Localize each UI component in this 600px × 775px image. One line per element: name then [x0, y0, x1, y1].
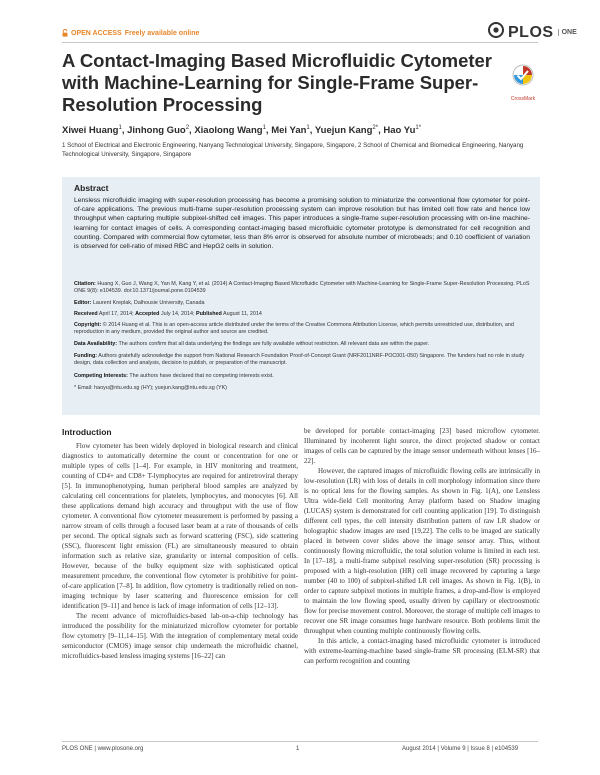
plos-wordmark: PLOS — [508, 23, 554, 41]
paragraph: In this article, a contact-imaging based microfluidic cytometer is introduced with extreme-learning-machine based single-frame SR processing (ELM-SR) that can perform recognition and counting — [304, 637, 540, 665]
introduction-heading: Introduction — [62, 427, 112, 437]
left-column — [62, 441, 298, 661]
article-title: A Contact-Imaging Based Microfluidic Cytometer with Machine-Learning for Single-Frame Super-Resolution Processing — [62, 50, 493, 115]
copyright: Copyright: © 2014 Huang et al. This is an open-access article distributed under the terms of the Creative Commons Attribution License, which permits unrestricted use, distribution, and reproduction in any medium, provided the original author and source are credited. — [74, 322, 514, 336]
header-divider — [62, 42, 538, 43]
paragraph: However, the captured images of microfluidic flowing cells are intrinsically in low-resolution (LR) with loss of details in cell morphology information since there is no optical lens for the flowing samples. As shown in Fig. 1(A), one Lensless Ultra wide-field Cell monitoring Array platform based on Shadow imaging (LUCAS) system is demonstrated for cell counting application [19]. To distinguish different cell types, the cell intensity distribution pattern of raw LR shadow or holographic shadow images are used [19,22]. The cells to be imaged are statically placed in between cover slides above the image sensor array. Thus, without continuously flowing microfluidic, the total solution volume is limited in each test. In [17–18], a multi-frame subpixel resolving super-resolution (SR) processing is proposed with a high-resolution (HR) cell image recovered by capturing a large number (40 to 100) of subpixel-shifted LR cell images. As shown in Fig. 1(B), in order to capture subpixel motions in multiple frames, a drop-and-flow is employed to maintain the low flowing speed, usually driven by capillary or electroosmotic flow for precise movement control. Moreover, the storage of multiple cell images to recover one SR image consumes huge hardware resource. Both problems limit the throughput when counting multiple continuously flowing cells. — [304, 467, 540, 635]
footer-divider — [62, 741, 538, 742]
abstract-text: Lensless microfluidic imaging with super-resolution processing has become a promising solution to miniaturize the conventional flow cytometer for point-of-care applications. The previous multi-frame super-resolution processing system can improve resolution but has limited cell flow rate and hence low throughput when capturing multiple subpixel-shifted cell images. This paper introduces a single-frame super-resolution processing with on-line machine-learning for contact images of cells. A corresponding contact-imaging based microfluidic cytometer prototype is demonstrated for cell recognition and counting. Compared with commercial flow cytometer, less than 8% error is observed for absolute number of microbeads; and 0.10 coefficient of variation is observed for cell-ratio of mixed RBC and HepG2 cells in solution. — [74, 197, 530, 251]
plos-one-logo — [488, 22, 577, 43]
editor: Editor: Laurent Kreplak, Dalhousie University, Canada — [74, 300, 205, 306]
abstract-box — [62, 177, 540, 415]
data-availability: Data Availability: The authors confirm that all data underlying the findings are fully available without restriction. All relevant data are within the paper. — [74, 341, 430, 347]
footer-journal: PLOS ONE | www.plosone.org — [62, 746, 144, 752]
paragraph: The recent advance of microfluidics-based lab-on-a-chip technology has introduced the possibility for the miniaturized microflow cytometer for portable flow cytometry [9–11,14–15]. With the integration of complementary metal oxide semiconductor (CMOS) image sensor chip underneath the microfluidic channel, microfluidics-based lensless imaging systems [16–22] can — [62, 612, 298, 660]
author[interactable]: Hao $Yu^{1*}$ — [383, 125, 422, 137]
dates: Received April 17, 2014; Accepted July 14, 2014; Published August 11, 2014 — [74, 311, 262, 317]
author[interactable]: Yuejun Kang$^{2*}$ — [314, 125, 379, 137]
footer-url[interactable]: www.plosone.org — [97, 746, 144, 752]
crossmark-label: CrossMark — [510, 96, 536, 102]
page-number: 1 — [296, 746, 300, 752]
author[interactable]: Xiaolong Wang$^1$ — [194, 125, 266, 137]
competing-interests: Competing Interests: The authors have declared that no competing interests exist. — [74, 373, 274, 379]
author[interactable]: Jinhong Guo$^2$ — [127, 125, 190, 137]
footer-issue: August 2014 | Volume 9 | Issue 8 | e104539 — [402, 746, 519, 752]
plos-one-wordmark: ONE — [558, 29, 577, 36]
open-access-banner — [62, 29, 199, 37]
paragraph: be developed for portable contact-imaging [23] based microflow cytometer. Illuminated by incoherent light source, the direct projected shadow or contact images of cells can be captured by the image sensor underneath without lenses [16–22]. — [304, 427, 540, 465]
plos-logo-icon — [488, 22, 504, 43]
open-access-label: OPEN ACCESS — [71, 29, 122, 37]
author[interactable]: Mei Yan$^1$ — [271, 125, 310, 137]
crossmark-icon — [512, 77, 534, 94]
author[interactable]: Xiwei Huang$^1$ — [62, 125, 122, 137]
open-access-lock-icon — [62, 29, 68, 37]
citation: Citation: Huang X, Guo J, Wang X, Yan M, Kang Y, et al. (2014) A Contact-Imaging Based Microfluidic Cytometer with Machine-Learning for Single-Frame Super-Resolution Processing. PLoS ONE 9(8): e104539. doi:10.1371/journal.pone.0104539 — [74, 281, 530, 295]
crossmark-badge[interactable] — [505, 64, 541, 102]
author-list: Xiwei Huang$^1$, Jinhong Guo$^2$, Xiaolong Wang$^1$, Mei Yan$^1$, Yuejun Kang$^{2*}$, Hao $Yu^{1*}$ — [62, 125, 422, 137]
funding: Funding: Authors gratefully acknowledge the support from National Research Foundation Proof-of-Concept Grant (NRF2011NRF-POC001-050) Singapore. The funders had no role in study design, data collection and analysis, decision to publish, or preparation of the manuscript. — [74, 353, 525, 367]
paragraph: Flow cytometer has been widely deployed in biological research and clinical diagnostics to automatically determine the count or concentration for one or multiple types of cells [1–4]. For example, in HIV monitoring and treatment, counting of CD4+ and CD8+ T-lymphocytes are required for antiretroviral therapy [5]. In immunophenotyping, human peripheral blood samples are analyzed by calculating cell concentrations for platelets, lymphocytes, and monocytes [6]. All these applications demand high accuracy and throughput with the use of flow cytometer. A conventional flow cytometer measurement is performed by passing a narrow stream of cells through a focused laser beam at a rate of thousands of cells per second. The optical signals such as forward scattering (FSC), side scattering (SSC), fluorescent light emission (FL) are simultaneously measured to obtain information such as relative size, granularity or internal composition of cells. However, because of the bulky equipment size with sophisticated optical measurement procedure, the conventional flow cytometer is prohibitive for point-of-care application [7–8]. In addition, flow cytometry is traditionally relied on non-imaging technique by laser scattering and fluorescence emission for cell identification [9–11] and hence is lack of image information of cells [12–13]. — [62, 442, 298, 610]
affiliations: 1 School of Electrical and Electronic Engineering, Nanyang Technological University, Singapore, Singapore, 2 School of Chemical and Biomedical Engineering, Nanyang Technological University, Singapore, Singapore — [62, 142, 524, 158]
freely-available-label: Freely available online — [124, 29, 200, 37]
corresponding-email[interactable]: * Email: haoyu@ntu.edu.sg (HY); yuejun.kang@ntu.edu.sg (YK) — [74, 385, 227, 391]
right-column — [304, 426, 540, 666]
abstract-heading: Abstract — [74, 183, 109, 193]
